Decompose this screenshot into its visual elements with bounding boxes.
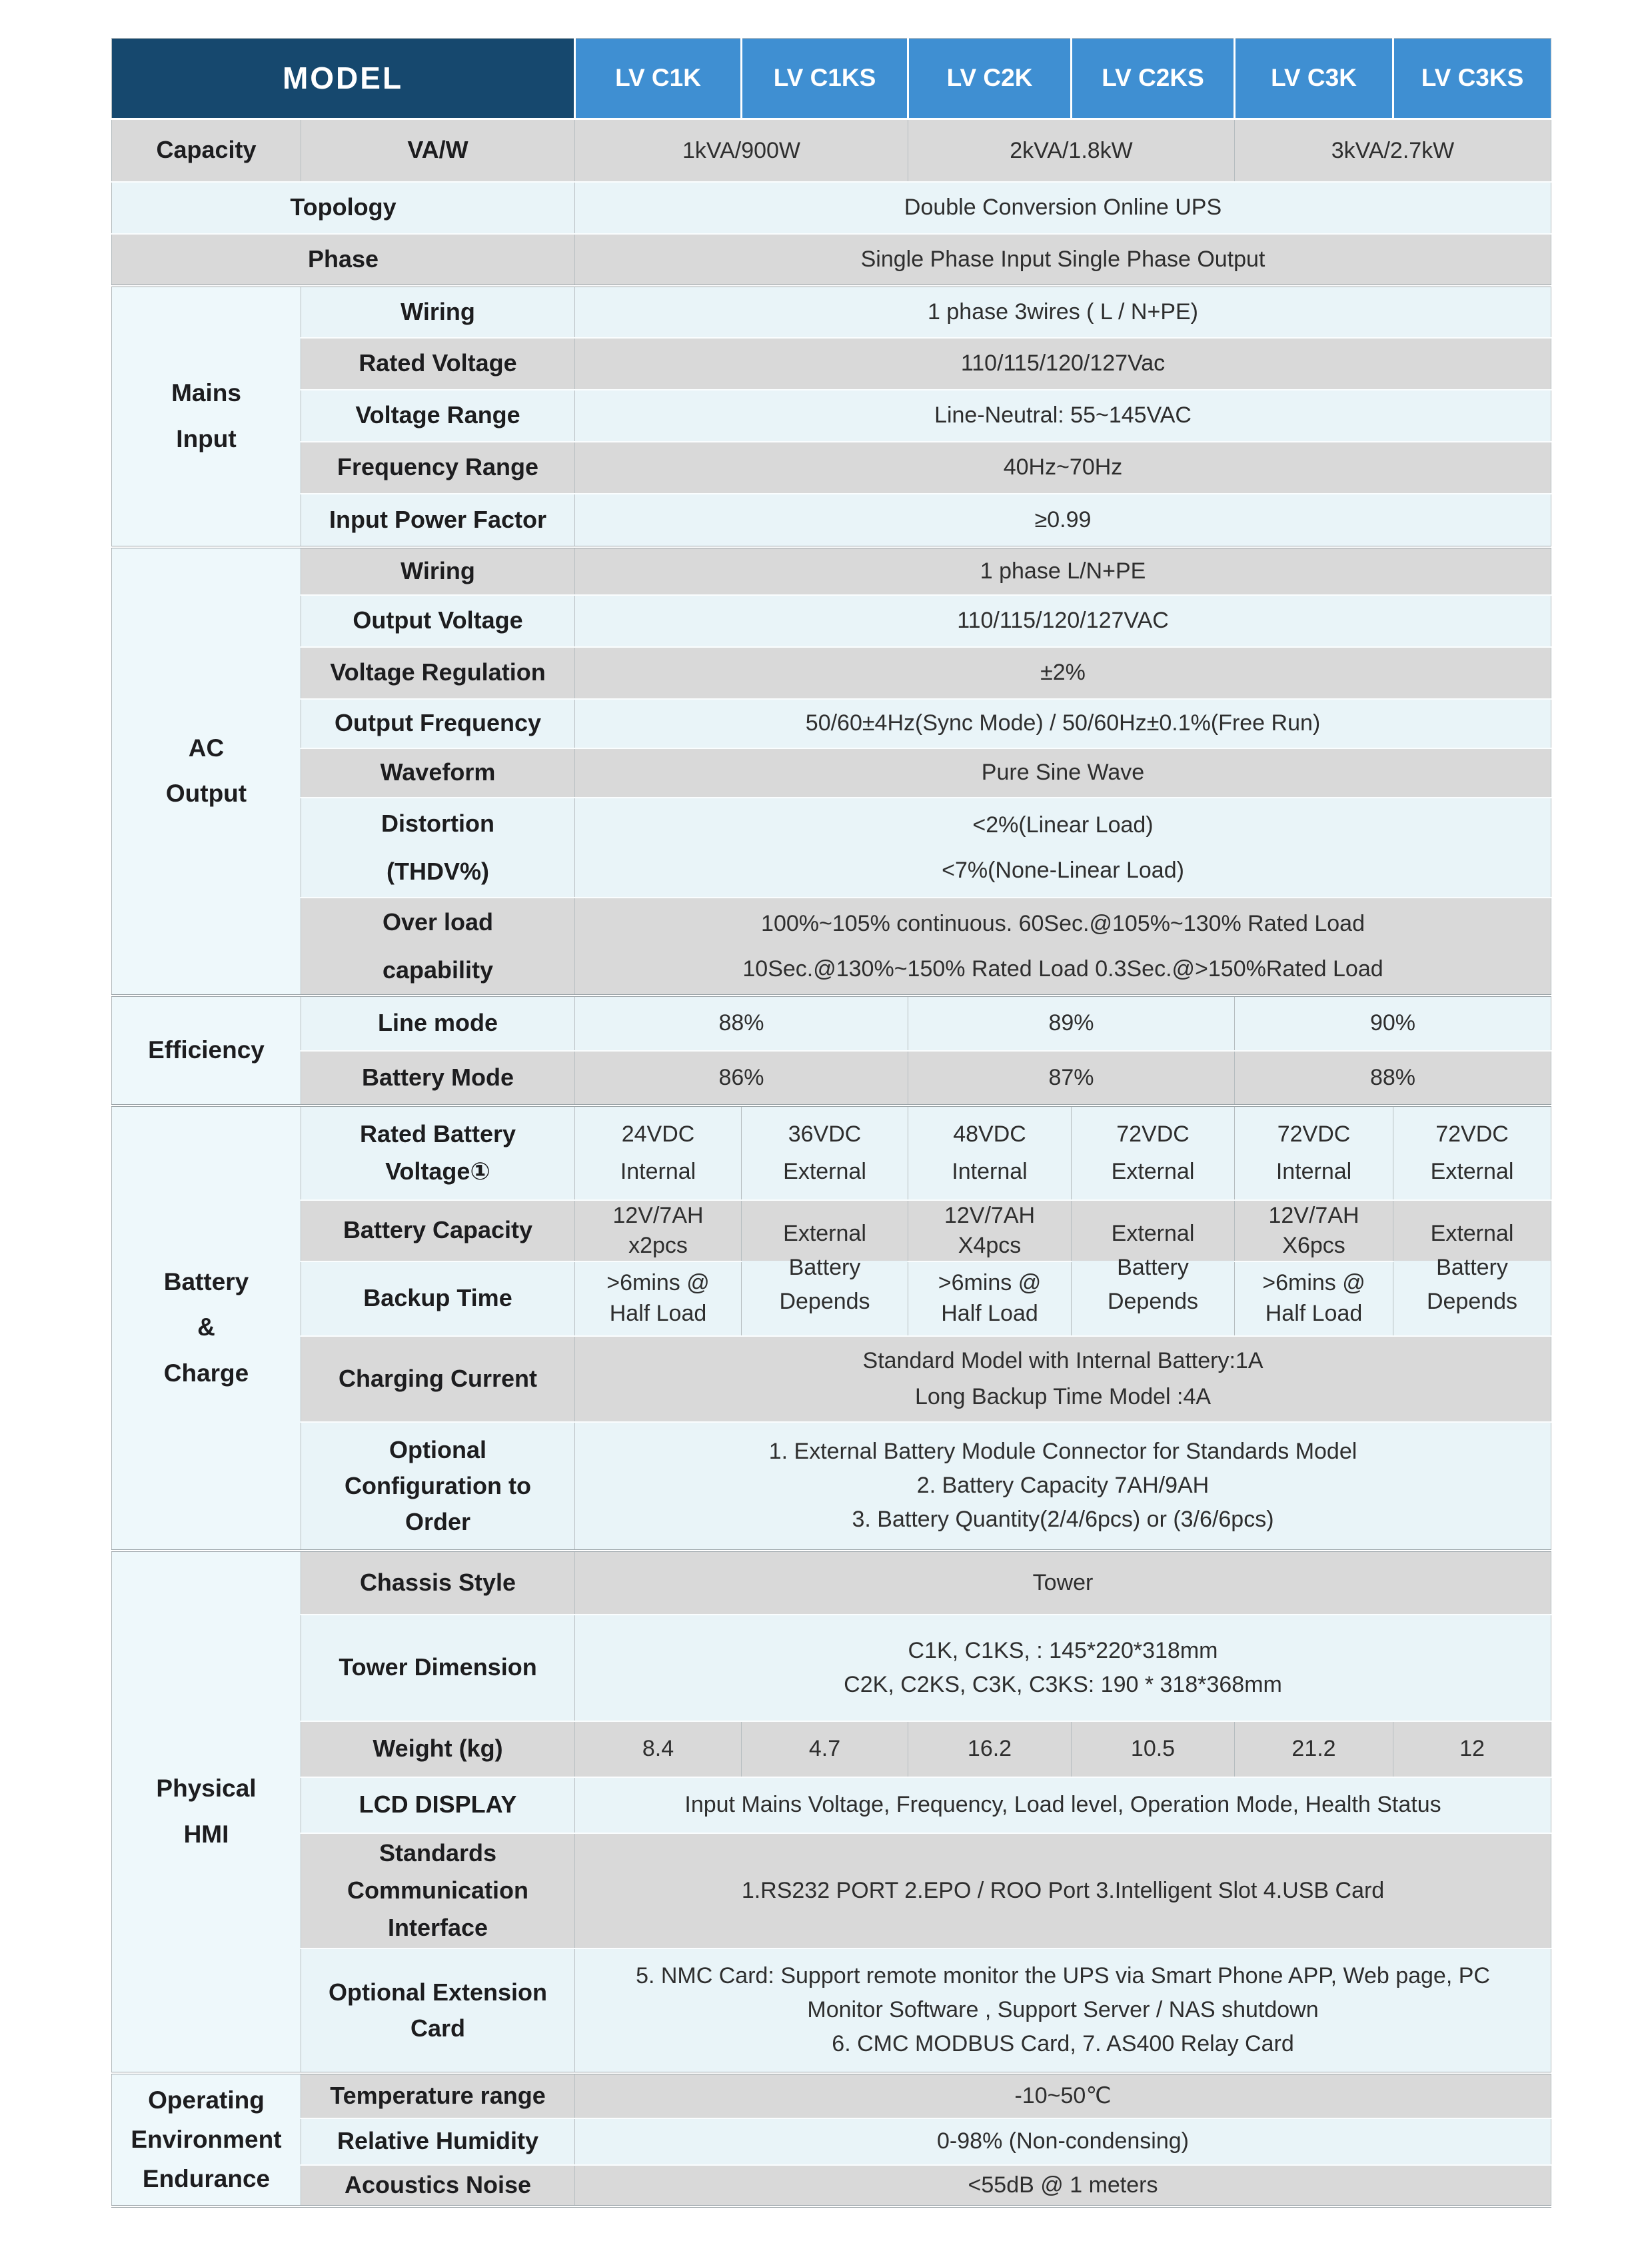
model-col-lv-c2ks: LV C2KS (1072, 39, 1235, 119)
physical-lcd-label: LCD DISPLAY (301, 1777, 575, 1833)
label-line: Card (410, 2014, 466, 2042)
battery-charging-value (575, 1336, 1551, 1422)
ac-voltage-regulation-value: ±2% (575, 647, 1551, 699)
physical-ext-card-label (301, 1948, 575, 2073)
value-line: Depends (1107, 1289, 1199, 1314)
mains-frequency-range-row (112, 442, 1551, 494)
ac-waveform-label: Waveform (301, 748, 575, 798)
battery-charging-label: Charging Current (301, 1336, 575, 1422)
battery-capacity-c1k: 12V/7AH x2pcs (575, 1200, 742, 1261)
capacity-row (112, 119, 1551, 182)
ac-overload-value (575, 898, 1551, 996)
battery-capacity-c2k: 12V/7AH X4pcs (908, 1200, 1072, 1261)
value-line: Long Backup Time Model :4A (914, 1384, 1212, 1409)
phase-label: Phase (112, 234, 575, 286)
ac-wiring-label: Wiring (301, 547, 575, 595)
battery-capacity-label: Battery Capacity (301, 1200, 575, 1261)
efficiency-battery-mode-3k: 88% (1235, 1051, 1551, 1106)
ac-voltage-regulation-row (112, 647, 1551, 699)
mains-voltage-range-value: Line-Neutral: 55~145VAC (575, 390, 1551, 442)
battery-rated-voltage-label (301, 1106, 575, 1200)
efficiency-battery-mode-1k: 86% (575, 1051, 908, 1106)
label-line: (THDV%) (387, 857, 489, 885)
section-efficiency-label (112, 996, 301, 1106)
mains-rated-voltage-label: Rated Voltage (301, 338, 575, 390)
ac-distortion-row (112, 798, 1551, 898)
physical-chassis-value: Tower (575, 1551, 1551, 1615)
model-col-lv-c1k: LV C1K (575, 39, 742, 119)
section-line: Input (176, 424, 237, 452)
battery-capacity-row (112, 1200, 1551, 1261)
physical-std-comm-label (301, 1833, 575, 1948)
value-line: Monitor Software , Support Server / NAS shutdown (807, 1997, 1319, 2022)
ups-spec-table-sheet (111, 38, 1551, 2208)
physical-ext-card-row (112, 1948, 1551, 2073)
label-line: Configuration to (345, 1471, 531, 1499)
capacity-value-3k: 3kVA/2.7kW (1235, 119, 1551, 182)
efficiency-line-mode-2k: 89% (908, 996, 1235, 1051)
efficiency-battery-mode-label: Battery Mode (301, 1051, 575, 1106)
value-line: 72VDC (1116, 1121, 1190, 1147)
model-col-lv-c3ks: LV C3KS (1393, 39, 1551, 119)
value-line: Internal (952, 1159, 1028, 1184)
physical-ext-card-value (575, 1948, 1551, 2073)
section-environment-label (112, 2073, 301, 2206)
model-col-lv-c2k: LV C2K (908, 39, 1072, 119)
mains-power-factor-row (112, 494, 1551, 547)
efficiency-battery-mode-row (112, 1051, 1551, 1106)
physical-weight-row (112, 1721, 1551, 1777)
section-line: AC (188, 734, 225, 762)
value-line: 5. NMC Card: Support remote monitor the UPS via Smart Phone APP, Web page, PC (636, 1963, 1490, 1988)
ac-distortion-value (575, 798, 1551, 898)
battery-rated-voltage-c3ks (1393, 1106, 1551, 1200)
efficiency-line-mode-1k: 88% (575, 996, 908, 1051)
battery-optional-value (575, 1422, 1551, 1551)
physical-std-comm-value: 1.RS232 PORT 2.EPO / ROO Port 3.Intelligent Slot 4.USB Card (575, 1833, 1551, 1948)
value-line: 6. CMC MODBUS Card, 7. AS400 Relay Card (832, 2031, 1294, 2056)
value-line: 1. External Battery Module Connector for Standards Model (768, 1439, 1357, 1464)
label-line: Optional (389, 1435, 486, 1463)
value-line: External (1111, 1159, 1195, 1184)
label-line: capability (382, 956, 494, 984)
battery-optional-row (112, 1422, 1551, 1551)
battery-rated-voltage-c1k (575, 1106, 742, 1200)
weight-c1ks: 4.7 (742, 1721, 908, 1777)
battery-rated-voltage-c2k (908, 1106, 1072, 1200)
ac-waveform-value: Pure Sine Wave (575, 748, 1551, 798)
ac-waveform-row (112, 748, 1551, 798)
section-line: Physical (156, 1775, 257, 1803)
ac-distortion-label (301, 798, 575, 898)
mains-frequency-range-value: 40Hz~70Hz (575, 442, 1551, 494)
section-line: Environment (131, 2125, 282, 2153)
physical-lcd-row (112, 1777, 1551, 1833)
section-line: & (197, 1313, 215, 1341)
ups-spec-table (111, 38, 1551, 2208)
value-line: Depends (1426, 1289, 1518, 1314)
value-line: Internal (620, 1159, 696, 1184)
env-humidity-label: Relative Humidity (301, 2118, 575, 2165)
label-line: Over load (382, 908, 494, 936)
battery-charging-row (112, 1336, 1551, 1422)
value-line: External (783, 1159, 866, 1184)
value-line: Half Load (609, 1300, 707, 1326)
env-humidity-row (112, 2118, 1551, 2165)
value-line: Internal (1275, 1159, 1352, 1184)
label-line: Distortion (381, 809, 494, 837)
mains-wiring-value: 1 phase 3wires ( L / N+PE) (575, 286, 1551, 338)
section-line: Output (165, 780, 247, 807)
ac-output-voltage-label: Output Voltage (301, 595, 575, 647)
battery-optional-label (301, 1422, 575, 1551)
value-line: 72VDC (1435, 1121, 1509, 1147)
value-line: 3. Battery Quantity(2/4/6pcs) or (3/6/6pcs) (852, 1507, 1274, 1532)
ac-output-voltage-row (112, 595, 1551, 647)
value-line: <7%(None-Linear Load) (942, 857, 1184, 883)
value-line: <2%(Linear Load) (972, 812, 1154, 838)
model-header-cell: MODEL (112, 39, 575, 119)
mains-voltage-range-label: Voltage Range (301, 390, 575, 442)
mains-power-factor-label: Input Power Factor (301, 494, 575, 547)
mains-frequency-range-label: Frequency Range (301, 442, 575, 494)
value-line: C2K, C2KS, C3K, C3KS: 190 * 318*368mm (844, 1671, 1282, 1697)
section-line: Operating (148, 2086, 265, 2114)
mains-wiring-row (112, 286, 1551, 338)
physical-std-comm-row (112, 1833, 1551, 1948)
model-col-lv-c1ks: LV C1KS (742, 39, 908, 119)
value-line: 2. Battery Capacity 7AH/9AH (916, 1473, 1210, 1498)
phase-value: Single Phase Input Single Phase Output (575, 234, 1551, 286)
label-line: Interface (387, 1913, 488, 1941)
ac-output-frequency-row (112, 699, 1551, 748)
battery-backup-c3k (1235, 1261, 1393, 1336)
ac-output-frequency-value: 50/60±4Hz(Sync Mode) / 50/60Hz±0.1%(Free Run) (575, 699, 1551, 748)
value-line: Battery (788, 1255, 861, 1280)
topology-label: Topology (112, 182, 575, 234)
weight-c1k: 8.4 (575, 1721, 742, 1777)
battery-backup-c1k (575, 1261, 742, 1336)
mains-voltage-range-row (112, 390, 1551, 442)
section-physical-hmi-label (112, 1551, 301, 2073)
capacity-value-2k: 2kVA/1.8kW (908, 119, 1235, 182)
section-line: Battery (163, 1267, 249, 1295)
value-line: >6mins @ (606, 1269, 710, 1295)
battery-rated-voltage-row (112, 1106, 1551, 1200)
section-line: Charge (163, 1359, 249, 1387)
value-line: C1K, C1KS, : 145*220*318mm (908, 1637, 1218, 1663)
capacity-group-label: Capacity (112, 119, 301, 182)
label-line: Rated Battery (359, 1120, 516, 1148)
efficiency-line-mode-row (112, 996, 1551, 1051)
value-line: External (1430, 1159, 1514, 1184)
weight-c3ks: 12 (1393, 1721, 1551, 1777)
physical-weight-label: Weight (kg) (301, 1721, 575, 1777)
weight-c2k: 16.2 (908, 1721, 1072, 1777)
section-mains-input-label (112, 286, 301, 547)
value-line: 24VDC (621, 1121, 695, 1147)
ac-wiring-row (112, 547, 1551, 595)
value-line: External (1430, 1221, 1514, 1246)
value-line: External (1111, 1221, 1195, 1246)
section-battery-charge-label (112, 1106, 301, 1551)
value-line: 36VDC (788, 1121, 862, 1147)
section-ac-output-label (112, 547, 301, 996)
battery-rated-voltage-c1ks (742, 1106, 908, 1200)
value-line: 10Sec.@130%~150% Rated Load 0.3Sec.@>150%Rated Load (742, 956, 1383, 982)
ac-voltage-regulation-label: Voltage Regulation (301, 647, 575, 699)
capacity-value-1k: 1kVA/900W (575, 119, 908, 182)
physical-dimension-value (575, 1615, 1551, 1721)
physical-dimension-label: Tower Dimension (301, 1615, 575, 1721)
battery-capacity-c3k: 12V/7AH X6pcs (1235, 1200, 1393, 1261)
mains-rated-voltage-row (112, 338, 1551, 390)
env-temperature-label: Temperature range (301, 2073, 575, 2118)
battery-backup-time-label: Backup Time (301, 1261, 575, 1336)
weight-c2ks: 10.5 (1072, 1721, 1235, 1777)
efficiency-battery-mode-2k: 87% (908, 1051, 1235, 1106)
env-humidity-value: 0-98% (Non-condensing) (575, 2118, 1551, 2165)
label-line: Communication (347, 1877, 529, 1904)
efficiency-line-mode-label: Line mode (301, 996, 575, 1051)
value-line: >6mins @ (938, 1269, 1042, 1295)
env-temperature-value: -10~50℃ (575, 2073, 1551, 2118)
topology-value: Double Conversion Online UPS (575, 182, 1551, 234)
value-line: Standard Model with Internal Battery:1A (862, 1347, 1263, 1373)
ac-overload-label (301, 898, 575, 996)
value-line: >6mins @ (1262, 1269, 1365, 1295)
efficiency-line-mode-3k: 90% (1235, 996, 1551, 1051)
topology-row (112, 182, 1551, 234)
section-line: Efficiency (148, 1036, 265, 1064)
env-acoustics-row (112, 2165, 1551, 2206)
value-line: External (783, 1221, 866, 1246)
value-line: Half Load (941, 1300, 1038, 1326)
value-line: Depends (779, 1289, 870, 1314)
ac-output-frequency-label: Output Frequency (301, 699, 575, 748)
ac-wiring-value: 1 phase L/N+PE (575, 547, 1551, 595)
phase-row (112, 234, 1551, 286)
label-line: Optional Extension (328, 1978, 548, 2006)
battery-backup-c2k (908, 1261, 1072, 1336)
header-row (112, 39, 1551, 119)
physical-dimension-row (112, 1615, 1551, 1721)
env-acoustics-label: Acoustics Noise (301, 2165, 575, 2206)
model-col-lv-c3k: LV C3K (1235, 39, 1393, 119)
value-line: Half Load (1265, 1300, 1363, 1326)
value-line: Battery (1436, 1255, 1508, 1280)
battery-rated-voltage-c3k (1235, 1106, 1393, 1200)
physical-chassis-label: Chassis Style (301, 1551, 575, 1615)
env-temperature-row (112, 2073, 1551, 2118)
label-line: Voltage① (385, 1157, 490, 1185)
physical-lcd-value: Input Mains Voltage, Frequency, Load level, Operation Mode, Health Status (575, 1777, 1551, 1833)
mains-power-factor-value: ≥0.99 (575, 494, 1551, 547)
battery-external-c2ks (1072, 1200, 1235, 1336)
value-line: 72VDC (1277, 1121, 1351, 1147)
label-line: Standards (379, 1839, 497, 1867)
battery-rated-voltage-c2ks (1072, 1106, 1235, 1200)
weight-c3k: 21.2 (1235, 1721, 1393, 1777)
section-line: HMI (183, 1820, 229, 1848)
physical-chassis-row (112, 1551, 1551, 1615)
section-line: Mains (171, 379, 241, 407)
ac-output-voltage-value: 110/115/120/127VAC (575, 595, 1551, 647)
battery-external-c3ks (1393, 1200, 1551, 1336)
value-line: Battery (1117, 1255, 1189, 1280)
section-line: Endurance (142, 2165, 271, 2193)
value-line: 48VDC (953, 1121, 1026, 1147)
mains-wiring-label: Wiring (301, 286, 575, 338)
env-acoustics-value: <55dB @ 1 meters (575, 2165, 1551, 2206)
mains-rated-voltage-value: 110/115/120/127Vac (575, 338, 1551, 390)
label-line: Order (405, 1507, 471, 1535)
battery-external-c1ks (742, 1200, 908, 1336)
ac-overload-row (112, 898, 1551, 996)
value-line: 100%~105% continuous. 60Sec.@105%~130% Rated Load (761, 910, 1365, 936)
capacity-unit-label: VA/W (301, 119, 575, 182)
